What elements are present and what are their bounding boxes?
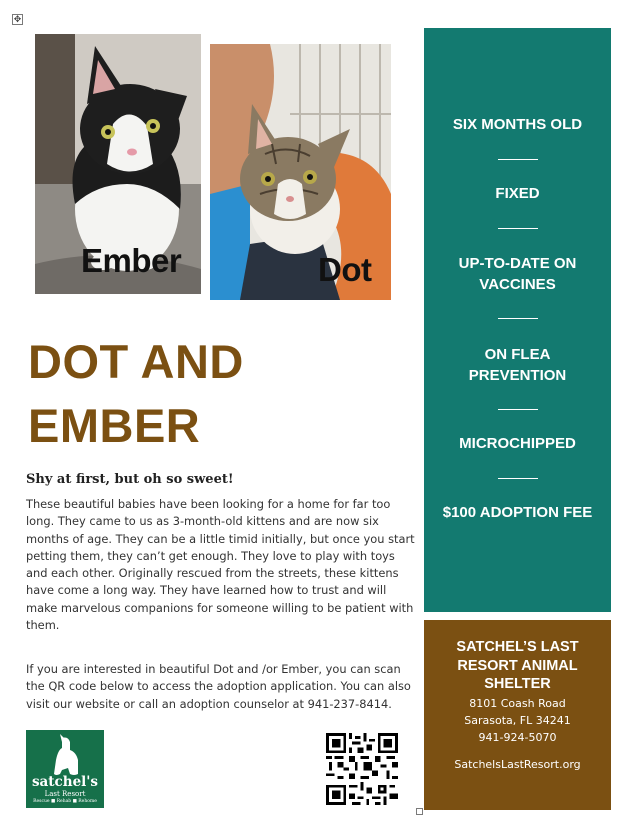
shelter-city: Sarasota, FL 34241: [464, 714, 571, 727]
features-panel: [424, 28, 611, 612]
page-title: [28, 330, 358, 458]
feature-age: SIX MONTHS OLD: [452, 116, 583, 133]
dot-caption: Dot: [318, 251, 372, 288]
shelter-street: 8101 Coash Road: [469, 697, 566, 710]
description-paragraph: These beautiful babies have been looking for a home for far too long. They came to us as 3-month-old kittens and are now six months of age. They can be a little timid initially, but once you start petting them, they can’t get enough. They love to play with toys and each other. Originally rescued from the streets, these kittens have come a long way. They have learned how to trust and will make marvelous companions for someone willing to be patient with them.: [26, 497, 415, 633]
shelter-phone: 941-924-5070: [478, 731, 557, 744]
dot-photo: [210, 44, 391, 300]
ember-caption: Ember: [81, 242, 182, 279]
feature-fixed: FIXED: [495, 185, 540, 202]
adoption-instructions: If you are interested in beautiful Dot and /or Ember, you can scan the QR code below to access the adoption application. You can also visit our website or call an adoption counselor at 941-237-8414.: [26, 662, 411, 711]
feature-vaccines: UP-TO-DATE ON VACCINES: [458, 255, 577, 293]
title-line-1: DOT AND: [28, 335, 244, 388]
qr-code[interactable]: [326, 733, 398, 805]
ember-photo: [35, 34, 201, 294]
title-line-2: EMBER: [28, 399, 201, 452]
table-move-handle[interactable]: ✥: [13, 14, 22, 24]
feature-divider: [498, 159, 538, 160]
feature-divider: [498, 228, 538, 229]
logo-subname: Last Resort: [44, 790, 86, 798]
feature-flea: ON FLEA PREVENTION: [468, 346, 567, 384]
feature-divider: [498, 478, 538, 479]
feature-fee: $100 ADOPTION FEE: [442, 504, 593, 521]
feature-divider: [498, 318, 538, 319]
feature-divider: [498, 409, 538, 410]
shelter-logo: [26, 730, 104, 808]
subtitle: Shy at first, but oh so sweet!: [26, 472, 234, 487]
resize-handle[interactable]: [416, 808, 423, 815]
feature-microchip: MICROCHIPPED: [459, 435, 576, 452]
logo-name: satchel's: [31, 774, 99, 790]
shelter-website[interactable]: SatchelsLastResort.org: [454, 758, 581, 771]
shelter-name: SATCHEL’S LAST RESORT ANIMAL SHELTER: [456, 639, 579, 692]
logo-tagline: Rescue ■ Rehab ■ Rehome: [33, 799, 97, 804]
shelter-contact-panel: [424, 620, 611, 810]
